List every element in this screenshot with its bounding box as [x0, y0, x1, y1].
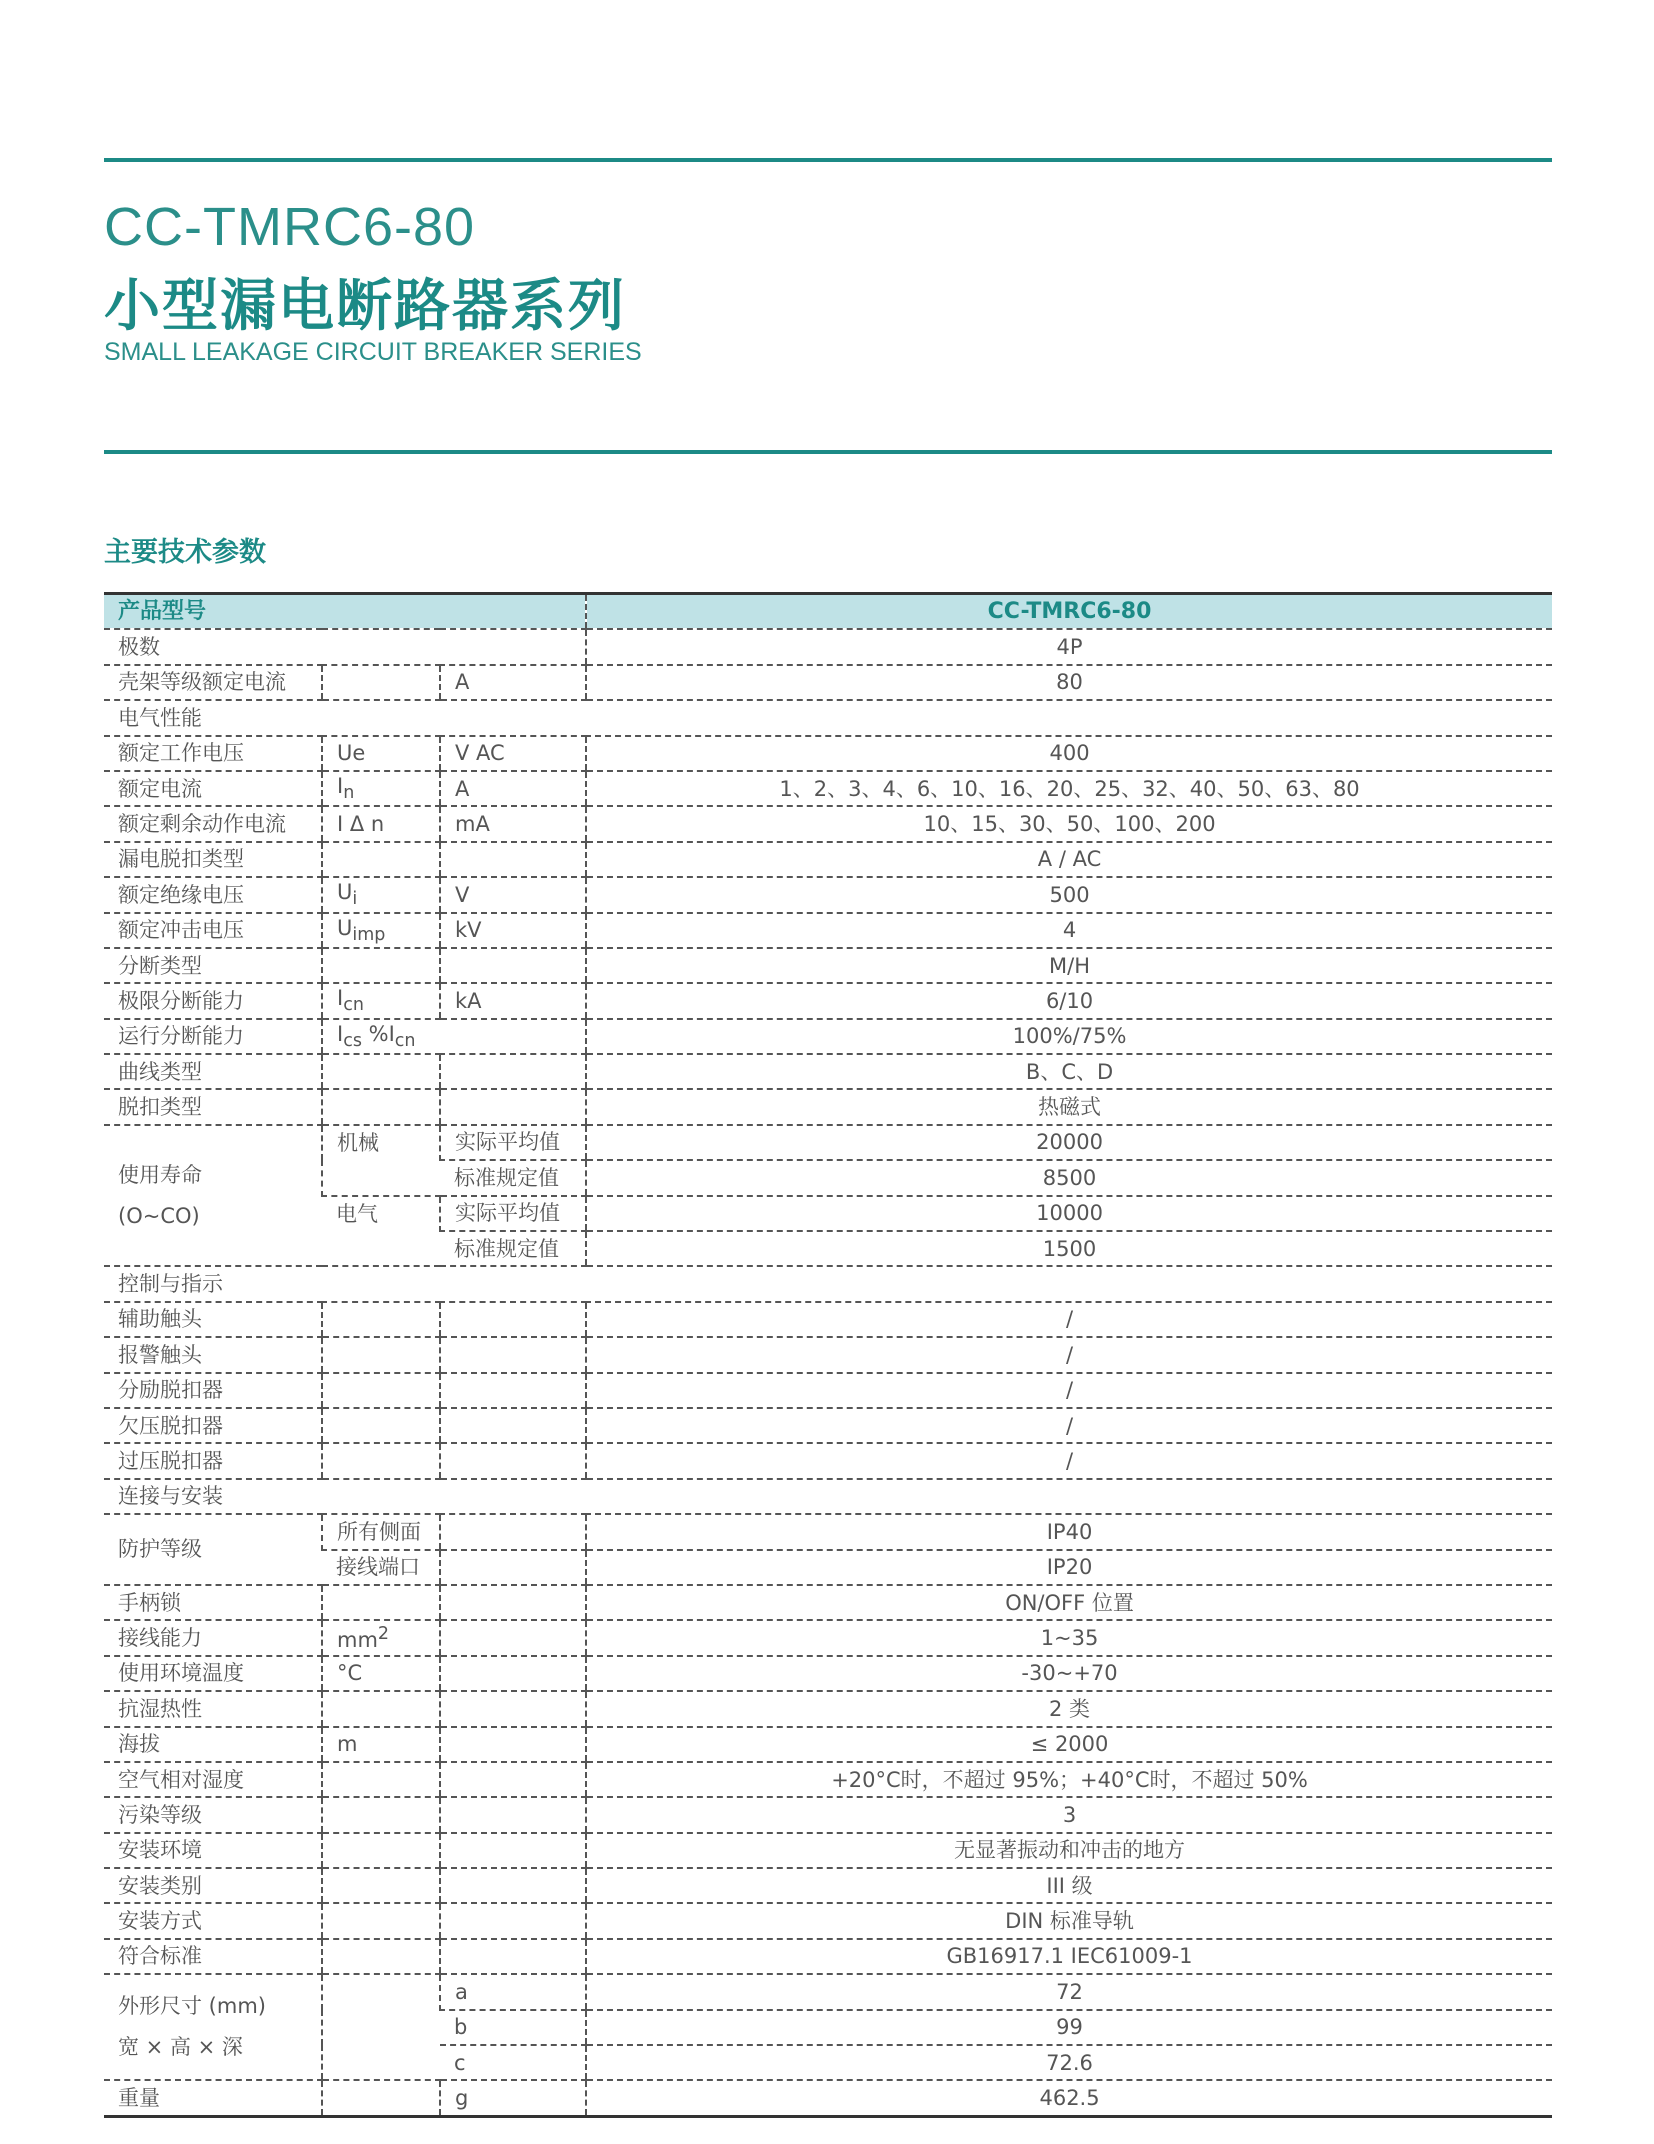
table-row	[104, 1337, 1552, 1372]
life-mech-label: 机械	[322, 1125, 440, 1196]
row-symbol	[322, 1089, 440, 1124]
row-unit: 实际平均值	[440, 1196, 586, 1231]
row-value: 72	[586, 1974, 1552, 2009]
row-label: 安装环境	[104, 1833, 322, 1868]
row-label: 报警触头	[104, 1337, 322, 1372]
row-unit	[440, 1620, 586, 1655]
series-title-en: SMALL LEAKAGE CIRCUIT BREAKER SERIES	[104, 338, 642, 366]
row-symbol	[322, 983, 440, 1018]
row-value: 4P	[586, 629, 1552, 664]
row-label: 抗湿热性	[104, 1691, 322, 1726]
row-unit: 实际平均值	[440, 1125, 586, 1160]
table-row	[104, 1620, 1552, 1655]
row-value: 462.5	[586, 2080, 1552, 2116]
row-label: 脱扣类型	[104, 1089, 322, 1124]
life-label-line1: 使用寿命	[118, 1162, 202, 1187]
row-symbol	[322, 1833, 440, 1868]
row-symbol	[322, 1939, 440, 1974]
table-row	[104, 1373, 1552, 1408]
row-symbol	[322, 842, 440, 877]
row-unit	[440, 1337, 586, 1372]
group-row	[104, 1479, 1552, 1514]
row-value: IP40	[586, 1514, 1552, 1549]
row-symbol	[322, 771, 440, 806]
row-symbol	[322, 2080, 440, 2116]
table-row	[104, 1443, 1552, 1478]
row-symbol	[322, 1408, 440, 1443]
table-row	[104, 1939, 1552, 1974]
row-label: 极限分断能力	[104, 983, 322, 1018]
symbol-sub: cs	[343, 1030, 362, 1051]
table-row	[104, 806, 1552, 841]
row-symbol	[322, 1797, 440, 1832]
table-row	[104, 629, 1552, 664]
symbol-sub: n	[343, 783, 355, 804]
row-unit	[440, 1868, 586, 1903]
table-row	[104, 1585, 1552, 1620]
row-unit	[440, 1939, 586, 1974]
row-value: 2 类	[586, 1691, 1552, 1726]
row-unit	[440, 948, 586, 983]
row-label: 空气相对湿度	[104, 1762, 322, 1797]
unit-sup: 2	[377, 1623, 390, 1644]
row-symbol	[322, 913, 440, 948]
symbol-sub: imp	[352, 924, 386, 945]
row-unit: b	[440, 2010, 586, 2045]
row-value: +20°C时，不超过 95%；+40°C时，不超过 50%	[586, 1762, 1552, 1797]
row-value: /	[586, 1302, 1552, 1337]
table-row	[104, 1868, 1552, 1903]
row-value: /	[586, 1443, 1552, 1478]
dims-label-line2: 宽 × 高 × 深	[118, 2035, 243, 2060]
row-unit: kV	[440, 913, 586, 948]
table-row	[104, 983, 1552, 1018]
row-symbol	[322, 1585, 440, 1620]
row-symbol	[322, 877, 440, 912]
row-value: 80	[586, 665, 1552, 700]
row-label: 安装类别	[104, 1868, 322, 1903]
row-value: M/H	[586, 948, 1552, 983]
row-value: 99	[586, 2010, 1552, 2045]
top-rule	[104, 158, 1552, 162]
row-symbol	[322, 1443, 440, 1478]
row-value: DIN 标准导轨	[586, 1903, 1552, 1938]
row-value: 6/10	[586, 983, 1552, 1018]
row-unit: a	[440, 1974, 586, 2009]
row-label: 重量	[104, 2080, 322, 2116]
table-row	[104, 1089, 1552, 1124]
row-label: 极数	[104, 629, 586, 664]
row-label: 漏电脱扣类型	[104, 842, 322, 877]
group-label: 电气性能	[104, 700, 1552, 735]
row-unit: A	[440, 665, 586, 700]
row-label: 海拔	[104, 1727, 322, 1762]
table-row	[104, 877, 1552, 912]
table-row	[104, 1974, 1552, 2009]
row-label: 曲线类型	[104, 1054, 322, 1089]
row-symbol	[322, 1903, 440, 1938]
row-value: 100%/75%	[586, 1019, 1552, 1054]
row-unit: A	[440, 771, 586, 806]
table-row	[104, 1514, 1552, 1549]
row-symbol: °C	[322, 1656, 440, 1691]
row-unit	[440, 1585, 586, 1620]
row-value: 20000	[586, 1125, 1552, 1160]
row-unit: V	[440, 877, 586, 912]
table-row	[104, 1196, 1552, 1231]
row-symbol: Ue	[322, 736, 440, 771]
row-unit: g	[440, 2080, 586, 2116]
row-label: 接线能力	[104, 1620, 322, 1655]
row-symbol	[322, 1762, 440, 1797]
group-row	[104, 1266, 1552, 1301]
table-row	[104, 948, 1552, 983]
row-value: 3	[586, 1797, 1552, 1832]
symbol-main: U	[337, 915, 353, 940]
row-label: 额定冲击电压	[104, 913, 322, 948]
row-symbol: 接线端口	[322, 1550, 440, 1585]
symbol-sub: i	[352, 889, 358, 910]
group-label: 控制与指示	[104, 1266, 1552, 1301]
dims-symbol	[322, 1974, 440, 2080]
row-symbol	[322, 1054, 440, 1089]
row-unit	[440, 1514, 586, 1549]
row-unit	[440, 1797, 586, 1832]
table-row	[104, 1656, 1552, 1691]
table-row	[104, 1408, 1552, 1443]
row-symbol	[322, 948, 440, 983]
row-label: 欠压脱扣器	[104, 1408, 322, 1443]
table-row	[104, 1691, 1552, 1726]
row-symbol	[322, 1302, 440, 1337]
row-unit: mA	[440, 806, 586, 841]
row-value: IP20	[586, 1550, 1552, 1585]
row-label: 过压脱扣器	[104, 1443, 322, 1478]
table-header-row	[104, 594, 1552, 630]
row-unit	[440, 1691, 586, 1726]
row-value: 72.6	[586, 2045, 1552, 2080]
row-value: III 级	[586, 1868, 1552, 1903]
row-unit: kA	[440, 983, 586, 1018]
row-symbol	[322, 665, 440, 700]
table-row	[104, 842, 1552, 877]
spec-table	[104, 592, 1552, 2118]
row-symbol	[322, 1337, 440, 1372]
table-row	[104, 1797, 1552, 1832]
row-value: 1500	[586, 1231, 1552, 1266]
symbol-main: I	[337, 1021, 344, 1046]
table-row	[104, 1727, 1552, 1762]
row-unit	[440, 1550, 586, 1585]
group-label: 连接与安装	[104, 1479, 1552, 1514]
dims-label-line1: 外形尺寸 (mm)	[118, 1994, 266, 2019]
row-symbol: m	[322, 1727, 440, 1762]
row-label: 分励脱扣器	[104, 1373, 322, 1408]
row-value: 无显著振动和冲击的地方	[586, 1833, 1552, 1868]
table-row	[104, 1550, 1552, 1585]
symbol-main: I	[337, 986, 344, 1011]
row-value: B、C、D	[586, 1054, 1552, 1089]
row-unit: 标准规定值	[440, 1160, 586, 1195]
row-label: 运行分断能力	[104, 1019, 322, 1054]
row-value: 8500	[586, 1160, 1552, 1195]
symbol-main: U	[337, 880, 353, 905]
row-label: 污染等级	[104, 1797, 322, 1832]
row-label: 安装方式	[104, 1903, 322, 1938]
symbol-sub: cn	[343, 995, 364, 1016]
table-row	[104, 1903, 1552, 1938]
row-symbol	[322, 1019, 586, 1054]
row-label: 额定绝缘电压	[104, 877, 322, 912]
ip-label: 防护等级	[104, 1514, 322, 1585]
row-label: 符合标准	[104, 1939, 322, 1974]
table-row	[104, 913, 1552, 948]
life-label	[104, 1125, 322, 1267]
series-title-cn: 小型漏电断路器系列	[104, 274, 626, 339]
row-value: ON/OFF 位置	[586, 1585, 1552, 1620]
row-value: ≤ 2000	[586, 1727, 1552, 1762]
group-row	[104, 700, 1552, 735]
table-row	[104, 1302, 1552, 1337]
row-unit: V AC	[440, 736, 586, 771]
row-value: GB16917.1 IEC61009-1	[586, 1939, 1552, 1974]
row-value: /	[586, 1337, 1552, 1372]
row-symbol	[322, 1373, 440, 1408]
row-unit: 标准规定值	[440, 1231, 586, 1266]
dims-label	[104, 1974, 322, 2080]
table-row	[104, 665, 1552, 700]
row-label: 分断类型	[104, 948, 322, 983]
row-value: 1、2、3、4、6、10、16、20、25、32、40、50、63、80	[586, 771, 1552, 806]
row-unit	[440, 1656, 586, 1691]
row-value: /	[586, 1408, 1552, 1443]
life-elec-label: 电气	[322, 1196, 440, 1267]
symbol-mid: %I	[361, 1021, 395, 1046]
row-unit	[440, 1089, 586, 1124]
bottom-rule	[104, 450, 1552, 454]
row-unit	[440, 1302, 586, 1337]
row-unit	[440, 1762, 586, 1797]
table-row	[104, 736, 1552, 771]
row-unit	[440, 1054, 586, 1089]
table-row	[104, 1019, 1552, 1054]
row-label: 额定工作电压	[104, 736, 322, 771]
header-label: 产品型号	[104, 594, 586, 630]
row-symbol	[322, 1868, 440, 1903]
table-row	[104, 2080, 1552, 2116]
table-row	[104, 771, 1552, 806]
row-value: 400	[586, 736, 1552, 771]
row-symbol	[322, 1691, 440, 1726]
symbol-main: I	[337, 773, 344, 798]
row-value: 1~35	[586, 1620, 1552, 1655]
row-symbol	[322, 1620, 440, 1655]
row-unit	[440, 1903, 586, 1938]
row-label: 手柄锁	[104, 1585, 322, 1620]
row-label: 额定电流	[104, 771, 322, 806]
symbol-sub: cn	[394, 1030, 416, 1051]
table-row	[104, 1833, 1552, 1868]
table-row	[104, 1054, 1552, 1089]
row-unit	[440, 1373, 586, 1408]
row-value: 500	[586, 877, 1552, 912]
row-label: 壳架等级额定电流	[104, 665, 322, 700]
row-value: /	[586, 1373, 1552, 1408]
row-unit	[440, 1833, 586, 1868]
row-value: 4	[586, 913, 1552, 948]
row-symbol: I Δ n	[322, 806, 440, 841]
row-value: 10、15、30、50、100、200	[586, 806, 1552, 841]
row-unit	[440, 1727, 586, 1762]
unit-main: mm	[337, 1627, 378, 1652]
row-value: -30~+70	[586, 1656, 1552, 1691]
row-value: 10000	[586, 1196, 1552, 1231]
model-title: CC-TMRC6-80	[104, 197, 476, 257]
table-row	[104, 1762, 1552, 1797]
row-label: 额定剩余动作电流	[104, 806, 322, 841]
row-symbol: 所有侧面	[322, 1514, 440, 1549]
row-label: 使用环境温度	[104, 1656, 322, 1691]
spec-table-wrapper	[104, 592, 1552, 2118]
row-value: A / AC	[586, 842, 1552, 877]
section-title: 主要技术参数	[104, 537, 266, 568]
table-row	[104, 1125, 1552, 1160]
row-unit	[440, 1408, 586, 1443]
row-label: 辅助触头	[104, 1302, 322, 1337]
row-value: 热磁式	[586, 1089, 1552, 1124]
life-label-line2: (O~CO)	[118, 1203, 200, 1228]
row-unit	[440, 842, 586, 877]
header-value: CC-TMRC6-80	[586, 594, 1552, 630]
row-unit: c	[440, 2045, 586, 2080]
row-unit	[440, 1443, 586, 1478]
